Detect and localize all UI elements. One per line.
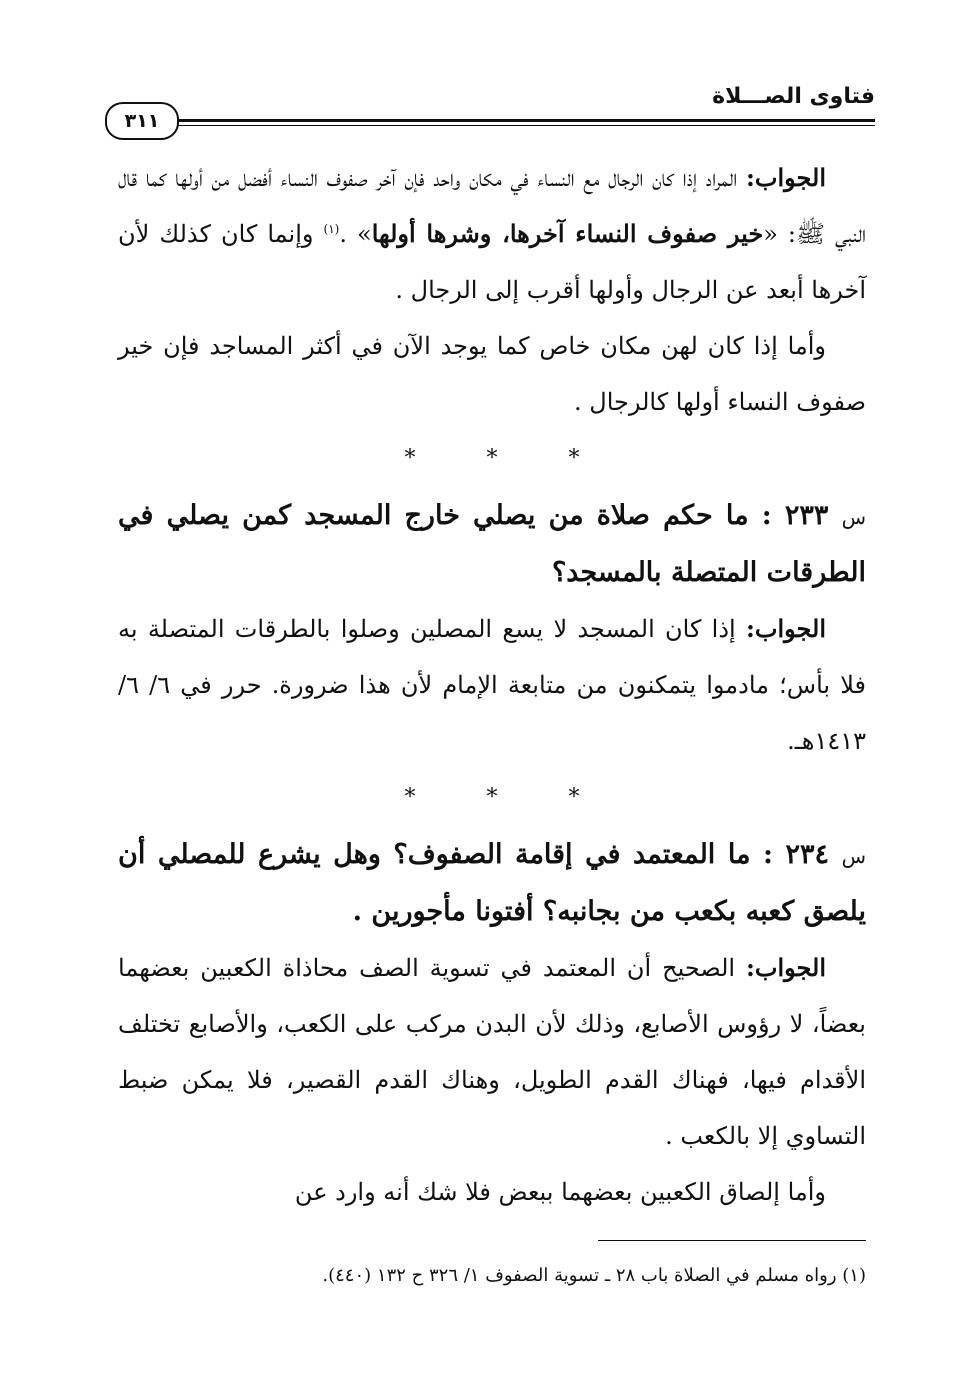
book-title: فتاوى الصـــلاة: [712, 84, 875, 109]
section-separator: * * *: [404, 785, 612, 810]
answer-label: الجواب:: [746, 163, 826, 192]
answer-234-paragraph-2: وأما إلصاق الكعبين بعضهما ببعض فلا شك أنه وارد عن: [294, 1178, 826, 1206]
header-rule-thin: [165, 125, 875, 126]
hadith-quote: خير صفوف النساء آخرها، وشرها أولها: [371, 219, 764, 248]
answer-text-continued: وإنما كان كذلك لأن آخرها أبعد عن الرجال وأولها أقرب إلى الرجال .: [118, 220, 866, 304]
question-number: ٢٣٣: [784, 500, 829, 531]
header-rule-thick: [165, 119, 875, 122]
answer-label: الجواب:: [746, 614, 826, 643]
footnote-ref: (١): [323, 222, 340, 236]
quote-close: » .: [339, 220, 372, 248]
question-mark-symbol: س: [841, 844, 866, 868]
answer-text: الصحيح أن المعتمد في تسوية الصف محاذاة الكعبين بعضهما بعضاً، لا رؤوس الأصابع، وذلك لأن البدن مركب على الكعب، والأصابع تختلف الأقدام فيها، فهناك القدم الطويل، وهناك القدم القصير، فلا يمكن ضبط التساوي إلا بالكعب .: [118, 954, 866, 1150]
answer-233: [118, 601, 866, 769]
answer-text: إذا كان المسجد لا يسع المصلين وصلوا بالطرقات المتصلة به فلا بأس؛ مادموا يتمكنون من متابعة الإمام لأن هذا ضرورة. حرر في ٦/ ٦/ ١٤١٣هـ.: [118, 615, 867, 755]
answer-234: [118, 940, 866, 1164]
page-body: [118, 150, 866, 1220]
answer-paragraph-1: [118, 150, 866, 318]
question-text: : ما المعتمد في إقامة الصفوف؟ وهل يشرع للمصلي أن يلصق كعبه بكعب من بجانبه؟ أفتونا مأجورين .: [118, 839, 866, 927]
answer-paragraph-2: وأما إذا كان لهن مكان خاص كما يوجد الآن في أكثر المساجد فإن خير صفوف النساء أولها كالرجال .: [118, 332, 866, 416]
answer-label: الجواب:: [746, 953, 826, 982]
running-header: [95, 80, 875, 130]
question-number: ٢٣٤: [785, 839, 830, 870]
question-mark-symbol: س: [841, 505, 866, 529]
question-text: : ما حكم صلاة من يصلي خارج المسجد كمن يصلي في الطرقات المتصلة بالمسجد؟: [118, 500, 866, 588]
footnote: (١) رواه مسلم في الصلاة باب ٢٨ ـ تسوية الصفوف ١/ ٣٢٦ ح ١٣٢ (٤٤٠).: [322, 1265, 866, 1286]
question-233: [118, 488, 866, 601]
question-234: [118, 827, 866, 940]
answer-text: المراد إذا كان الرجال مع النساء في مكان واحد فإن آخر صفوف النساء أفضل من أولها كما قال النبي ﷺ: «: [118, 164, 866, 248]
page-number: ٣١١: [105, 102, 179, 140]
section-separator: * * *: [404, 446, 612, 471]
footnote-rule: [598, 1240, 866, 1241]
